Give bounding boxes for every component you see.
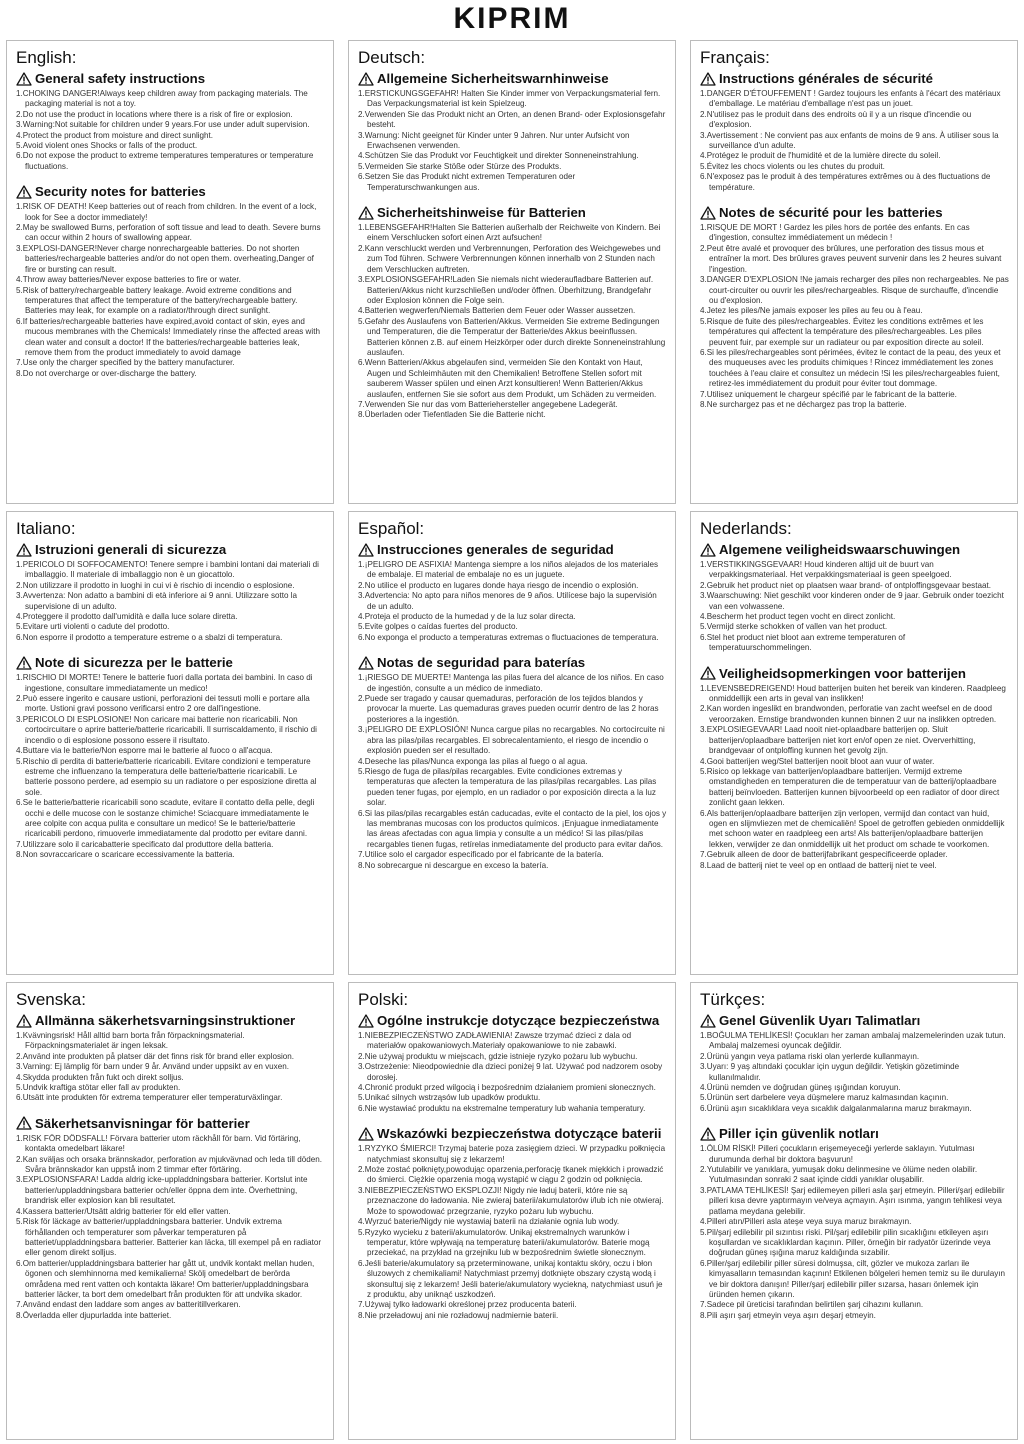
language-panel (6, 40, 334, 504)
instruction-item: 3.Avvertenza: Non adatto a bambini di età inferiore ai 9 anni. Utilizzare sotto la supervisione di un adulto. (16, 591, 298, 611)
instruction-item: 3.NIEBEZPIECZEŃSTWO EKSPLOZJI! Nigdy nie ładuj baterii, które nie są przeznaczone do ładowania. Nie zwieraj baterii/akumulatorów i/lub ich nie otwieraj. Może to spowodować przegrzanie, ryzyko pożaru lub wybuchu. (358, 1185, 664, 1216)
instruction-item: 6.No exponga el producto a temperaturas extremas o fluctuaciones de temperatura. (358, 632, 659, 642)
instruction-item: 3.EXPLOSIONSFARA! Ladda aldrig icke-uppladdningsbara batterier. Kortslut inte batterier/uppladdningsbara batterier och/eller öppna dem inte. Överhettning, brandrisk eller explosion kan bli resultatet. (16, 1175, 308, 1206)
instruction-item: 7.Utilisez uniquement le chargeur spécifié par le fabricant de la batterie. (700, 389, 957, 399)
battery-safety-title: Sicherheitshinweise für Batterien (377, 205, 586, 221)
instruction-item: 2.Använd inte produkten på platser där det finns risk för brand eller explosion. (16, 1051, 295, 1061)
instruction-item: 6.Si las pilas/pilas recargables están caducadas, evite el contacto de la piel, los ojos y las membranas mucosas con los productos químicos. ¡Enjuague inmediatamente las áreas afectadas con agua limpia y consulte a un médico! Si las pilas/pilas recargables tienen fugas, retírelas inmediatamente del producto para evitar daños. (358, 808, 667, 849)
instruction-item: 2.Verwenden Sie das Produkt nicht an Orten, an denen Brand- oder Explosionsgefahr besteht. (358, 109, 666, 130)
instruction-item: 2.Non utilizzare il prodotto in luoghi in cui vi è rischio di incendio o esplosione. (16, 580, 295, 590)
warning-triangle-icon (700, 543, 716, 557)
language-heading: Polski: (358, 990, 409, 1009)
general-safety-heading (16, 71, 325, 86)
instruction-item: 5.Evitare urti violenti o cadute del prodotto. (16, 622, 170, 632)
warning-triangle-icon (16, 1014, 32, 1028)
instruction-item: 1.RISK FÖR DÖDSFALL! Förvara batterier utom räckhåll för barn. Vid förtäring, kontakta omedelbart läkare! (16, 1133, 301, 1154)
instruction-item: 6.N'exposez pas le produit à des températures extrêmes ou à des fluctuations de température. (700, 172, 991, 192)
instruction-item: 4.Pilleri atın/Pilleri asla ateşe veya suya maruz bırakmayın. (700, 1217, 912, 1227)
warning-triangle-icon (700, 206, 716, 220)
instruction-item: 7.Verwenden Sie nur das vom Batteriehersteller angegebene Ladegerät. (358, 399, 618, 409)
instruction-item: 1.¡RIESGO DE MUERTE! Mantenga las pilas fuera del alcance de los niños. En caso de ingestión, consulte a un médico de inmediato. (358, 673, 664, 693)
general-safety-heading (358, 542, 667, 557)
general-safety-title: Algemene veiligheidswaarschuwingen (719, 542, 961, 557)
battery-safety-title: Piller için güvenlik notları (719, 1126, 879, 1142)
battery-safety-title: Wskazówki bezpieczeństwa dotyczące baterii (377, 1126, 662, 1142)
warning-triangle-icon (700, 666, 716, 680)
instruction-item: 1.RISCHIO DI MORTE! Tenere le batterie fuori dalla portata dei bambini. In caso di ingestione, consultare immediatamente un medico! (16, 673, 313, 693)
battery-safety-list (16, 202, 325, 379)
instruction-item: 7.Utilice solo el cargador especificado por el fabricante de la batería. (358, 850, 604, 860)
warning-triangle-icon (16, 1116, 32, 1130)
instruction-item: 8.Do not overcharge or over-discharge the battery. (16, 368, 197, 378)
general-safety-title: Instructions générales de sécurité (719, 71, 934, 86)
instruction-item: 5.Pil/şarj edilebilir pil sızıntısı riski. Pil/şarj edilebilir pilin sıcaklığını etkileyen aşırı koşullardan ve sıcaklıklardan kaçının. Piller, örneğin bir radyatör üzerinde veya doğrudan güneş ışığına maruz kaldığında sızabilir. (700, 1227, 991, 1258)
general-safety-heading (700, 542, 1009, 557)
instruction-item: 3.¡PELIGRO DE EXPLOSIÓN! Nunca cargue pilas no recargables. No cortocircuite ni abra las pilas/pilas recargables. El sobrecalentamiento, el riesgo de incendio o explosión pueden ser el resultado. (358, 725, 665, 756)
instruction-item: 1.¡PELIGRO DE ASFIXIA! Mantenga siempre a los niños alejados de los materiales de embalaje. El material de embalaje no es un juguete. (358, 560, 659, 580)
language-heading: Nederlands: (700, 519, 792, 538)
instruction-item: 4.Batterien wegwerfen/Niemals Batterien dem Feuer oder Wasser aussetzen. (358, 306, 636, 316)
instruction-item: 5.Risico op lekkage van batterijen/oplaadbare batterijen. Vermijd extreme omstandigheden en temperaturen die de temperatuur van de batterij/oplaadbare batterij beïnvloeden. Batterijen kunnen bijvoorbeeld op een radiator of door direct zonlicht gaan lekken. (700, 766, 1000, 808)
language-heading: Español: (358, 519, 425, 538)
battery-safety-title: Veiligheidsopmerkingen voor batterijen (719, 665, 966, 681)
instruction-item: 1.LEBENSGEFAHR!Halten Sie Batterien außerhalb der Reichweite von Kindern. Bei einem Verschlucken sofort einen Arzt aufsuchen! (358, 223, 661, 243)
general-safety-title: Allmänna säkerhetsvarningsinstruktioner (35, 1013, 296, 1028)
battery-safety-title: Säkerhetsanvisningar för batterier (35, 1115, 250, 1131)
instruction-item: 5.Risk of battery/rechargeable battery leakage. Avoid extreme conditions and temperatures that affect the temperature of the battery/rechargeable battery. Batteries may leak, for example on a radiator/through direct sunlight. (16, 285, 298, 316)
instruction-item: 1.ÖLÜM RİSKİ! Pilleri çocukların erişemeyeceği yerlerde saklayın. Yutulması durumunda derhal bir doktora başvurun! (700, 1144, 975, 1164)
battery-safety-list (358, 1144, 667, 1321)
instruction-item: 1.RISK OF DEATH! Keep batteries out of reach from children. In the event of a lock, look for See a doctor immediately! (16, 202, 317, 222)
instruction-item: 2.Ürünü yangın veya patlama riski olan yerlerde kullanmayın. (700, 1051, 920, 1061)
battery-safety-title: Notas de seguridad para baterías (377, 655, 586, 671)
instruction-item: 4.Skydda produkten från fukt och direkt solljus. (16, 1072, 184, 1082)
warning-triangle-icon (16, 656, 32, 670)
warning-triangle-icon (16, 543, 32, 557)
battery-safety-heading (16, 184, 325, 199)
instruction-item: 5.Evite golpes o caídas fuertes del producto. (358, 622, 518, 632)
language-panel (690, 511, 1018, 975)
instruction-item: 2.May be swallowed Burns, perforation of soft tissue and lead to death. Severe burns can occur within 2 hours of swallowing appear. (16, 223, 321, 243)
instruction-item: 6.Do not expose the product to extreme temperatures temperatures or temperature fluctuations. (16, 151, 314, 171)
battery-safety-list (16, 673, 325, 860)
warning-triangle-icon (700, 72, 716, 86)
instruction-item: 5.Évitez les chocs violents ou les chutes du produit. (700, 161, 885, 171)
instruction-item: 8.Non sovraccaricare o scaricare eccessivamente la batteria. (16, 850, 235, 860)
instruction-item: 5.Risque de fuite des piles/rechargeables. Évitez les conditions extrêmes et les températures qui affectent la température des piles/rechargeables. Les piles peuvent fuir, par exemple sur un radiateur ou par exposition directe au soleil. (700, 316, 984, 347)
instruction-item: 2.Nie używaj produktu w miejscach, gdzie istnieje ryzyko pożaru lub wybuchu. (358, 1051, 638, 1061)
general-safety-list (16, 1031, 325, 1104)
instruction-item: 5.Ürünün sert darbelere veya düşmelere maruz kalmasından kaçının. (700, 1093, 949, 1103)
general-safety-list (700, 89, 1009, 193)
battery-safety-title: Security notes for batteries (35, 184, 206, 200)
instruction-item: 2.Può essere ingerito e causare ustioni, perforazioni dei tessuti molli e portare alla morte. Ustioni gravi possono verificarsi entro 2 ore dall'ingestione. (16, 694, 310, 714)
instruction-item: 4.Schützen Sie das Produkt vor Feuchtigkeit und direkter Sonneneinstrahlung. (358, 151, 639, 161)
general-safety-heading (16, 542, 325, 557)
instruction-item: 1.RYZYKO ŚMIERCI! Trzymaj baterie poza zasięgiem dzieci. W przypadku połknięcia natychmiast skonsultuj się z lekarzem! (358, 1144, 666, 1164)
instruction-item: 1.BOĞULMA TEHLİKESİ! Çocukları her zaman ambalaj malzemelerinden uzak tutun. Ambalaj malzemesi oyuncak değildir. (700, 1031, 1006, 1051)
instruction-item: 7.Utilizzare solo il caricabatterie specificato dal produttore della batteria. (16, 839, 274, 849)
general-safety-heading (700, 1013, 1009, 1028)
instruction-item: 5.Unikać silnych wstrząsów lub upadków produktu. (358, 1093, 541, 1103)
battery-safety-heading (700, 1126, 1009, 1141)
warning-triangle-icon (358, 72, 374, 86)
warning-triangle-icon (16, 185, 32, 199)
instruction-item: 4.Throw away batteries/Never expose batteries to fire or water. (16, 275, 241, 285)
instruction-item: 8.Ne surchargez pas et ne déchargez pas trop la batterie. (700, 399, 907, 409)
language-panel (348, 511, 676, 975)
instruction-item: 6.Setzen Sie das Produkt nicht extremen Temperaturen oder Temperaturschwankungen aus. (358, 172, 576, 192)
battery-safety-heading (358, 655, 667, 670)
language-panel (348, 40, 676, 504)
general-safety-list (358, 560, 667, 643)
battery-safety-title: Note di sicurezza per le batterie (35, 655, 233, 671)
general-safety-title: General safety instructions (35, 71, 206, 86)
instruction-item: 4.Bescherm het product tegen vocht en direct zonlicht. (700, 612, 896, 622)
instruction-item: 4.Kassera batterier/Utsätt aldrig batterier för eld eller vatten. (16, 1206, 231, 1216)
warning-triangle-icon (358, 1127, 374, 1141)
instruction-item: 1.Kvävningsrisk! Håll alltid barn borta från förpackningsmaterial. Förpackningsmaterialet är ingen leksak. (16, 1031, 245, 1051)
warning-triangle-icon (700, 1014, 716, 1028)
instruction-item: 8.Laad de batterij niet te veel op en ontlaad de batterij niet te veel. (700, 860, 937, 870)
instruction-item: 5.Rischio di perdita di batterie/batterie ricaricabili. Evitare condizioni e temperature estreme che influenzano la temperatura delle batterie/batterie ricaricabili. Le batterie possono perdere, ad esempio su un radiatore o per esposizione diretta al sole. (16, 756, 317, 797)
instruction-item: 6.If batteries/rechargeable batteries have expired,avoid contact of skin, eyes and mucous membranes with the Chemicals! Immediately rinse the affected areas with clean water and consult a doctor! If the batteries/rechargeable batteries leak, remove them from the product immediately to avoid damage (16, 316, 320, 357)
language-heading: Deutsch: (358, 48, 426, 67)
battery-safety-heading (16, 1116, 325, 1131)
instruction-item: 5.Riesgo de fuga de pilas/pilas recargables. Evite condiciones extremas y temperaturas que afecten la temperatura de las pilas/pilas recargables. Las pilas pueden tener fugas, por ejemplo, en un radiador o por exposición directa a la luz solar. (358, 766, 657, 808)
instruction-item: 6.Se le batterie/batterie ricaricabili sono scadute, evitare il contatto della pelle, degli occhi e delle mucose con le sostanze chimiche! Sciacquare immediatamente le aree colpite con acqua pulita e consultare un medico! Se le batterie/batterie ricaricabili perdono, rimuoverle immediatamente dal prodotto per evitare danni. (16, 798, 315, 839)
instruction-item: 4.Chronić produkt przed wilgocią i bezpośrednim działaniem promieni słonecznych. (358, 1083, 656, 1093)
general-safety-heading (700, 71, 1009, 86)
instruction-item: 2.Puede ser tragado y causar quemaduras, perforación de los tejidos blandos y provocar la muerte. Las quemaduras graves pueden ocurrir dentro de las 2 horas posteriores a la ingestión. (358, 694, 659, 724)
instruction-item: 7.Use only the charger specified by the battery manufacturer. (16, 358, 235, 368)
warning-triangle-icon (358, 543, 374, 557)
instruction-item: 7.Sadece pil üreticisi tarafından belirtilen şarj cihazını kullanın. (700, 1300, 924, 1310)
instruction-item: 2.No utilice el producto en lugares donde haya riesgo de incendio o explosión. (358, 580, 639, 590)
warning-triangle-icon (358, 656, 374, 670)
battery-safety-list (700, 223, 1009, 410)
battery-safety-heading (358, 205, 667, 220)
instruction-item: 3.EXPLOSIEGEVAAR! Laad nooit niet-oplaadbare batterijen op. Sluit batterijen/oplaadbare batterijen niet kort en/of open ze niet. Oververhitting, brandgevaar of ontploffing kunnen het gevolg zijn. (700, 725, 976, 756)
instruction-item: 4.Proteja el producto de la humedad y de la luz solar directa. (358, 612, 576, 622)
battery-safety-heading (16, 655, 325, 670)
instruction-item: 8.No sobrecargue ni descargue en exceso la batería. (358, 860, 549, 870)
language-heading: Italiano: (16, 519, 76, 538)
instruction-item: 5.Ryzyko wycieku z baterii/akumulatorów. Unikaj ekstremalnych warunków i temperatur, które wpływają na temperaturę baterii/akumulatorów. Baterie mogą przeciekać, na przykład na grzejniku lub w bezpośrednim świetle słonecznym. (358, 1227, 650, 1258)
general-safety-list (16, 560, 325, 643)
general-safety-list (358, 89, 667, 193)
instruction-item: 2.Kan worden ingeslikt en brandwonden, perforatie van zacht weefsel en de dood veroorzaken. Ernstige brandwonden kunnen binnen 2 uur na inslikken optreden. (700, 704, 997, 724)
battery-safety-heading (700, 205, 1009, 220)
battery-safety-list (700, 684, 1009, 871)
instruction-item: 3.EXPLOSI-DANGER!Never charge nonrechargeable batteries. Do not shorten batteries/rechargeable batteries and/or do not open them. overheating,Danger of fire or bursting can result. (16, 243, 314, 274)
instruction-item: 6.Stel het product niet bloot aan extreme temperaturen of temperatuurschommelingen. (700, 632, 906, 653)
general-safety-list (700, 1031, 1009, 1114)
instruction-item: 6.Nie wystawiać produktu na ekstremalne temperatury lub wahania temperatury. (358, 1103, 646, 1113)
instruction-item: 1.ERSTICKUNGSGEFAHR! Halten Sie Kinder immer von Verpackungsmaterial fern. Das Verpackungsmaterial ist kein Spielzeug. (358, 89, 661, 109)
general-safety-heading (16, 1013, 325, 1028)
language-heading: Svenska: (16, 990, 86, 1009)
instruction-item: 4.Wyrzuć baterie/Nigdy nie wystawiaj baterii na działanie ognia lub wody. (358, 1217, 620, 1227)
general-safety-heading (358, 1013, 667, 1028)
warning-triangle-icon (358, 206, 374, 220)
instruction-item: 2.Kan sväljas och orsaka brännskador, perforation av mjukvävnad och leda till döden. Svåra brännskador kan uppstå inom 2 timmar efter förtäring. (16, 1154, 322, 1175)
language-heading: English: (16, 48, 77, 67)
general-safety-title: Allgemeine Sicherheitswarnhinweise (377, 71, 609, 86)
general-safety-list (16, 89, 325, 172)
instruction-item: 4.Deseche las pilas/Nunca exponga las pilas al fuego o al agua. (358, 756, 588, 766)
instruction-item: 6.Utsätt inte produkten för extrema temperaturer eller temperaturväxlingar. (16, 1093, 283, 1103)
instruction-item: 3.Ostrzeżenie: Nieodpowiednie dla dzieci poniżej 9 lat. Używać pod nadzorem osoby dorosłej. (358, 1062, 663, 1082)
language-panel (6, 511, 334, 975)
general-safety-list (358, 1031, 667, 1114)
instruction-item: 1.LEVENSBEDREIGEND! Houd batterijen buiten het bereik van kinderen. Raadpleeg onmiddellijk een arts in geval van inslikken! (700, 683, 1006, 704)
instruction-item: 5.Gefahr des Auslaufens von Batterien/Akkus. Vermeiden Sie extreme Bedingungen und Temperaturen, die die Temperatur der Batterie/des Akkus beeinflussen. Batterien können z.B. auf einem Heizkörper oder durch direkte Sonneneinstrahlung auslaufen. (358, 316, 666, 357)
instruction-item: 2.Może zostać połknięty,powodując oparzenia,perforację tkanek miękkich i prowadzić do śmierci. Ciężkie oparzenia mogą wystąpić w ciągu 2 godzin od połknięcia. (358, 1165, 664, 1185)
instruction-item: 3.PATLAMA TEHLİKESİ! Şarj edilemeyen pilleri asla şarj etmeyin. Pilleri/şarj edilebilir pilleri kısa devre yaptırmayın ve/veya açmayın. Aşırı ısınma, yangın tehlikesi veya patlama meydana gelebilir. (700, 1185, 1005, 1216)
instruction-item: 3.Avertissement : Ne convient pas aux enfants de moins de 9 ans. À utiliser sous la surveillance d'un adulte. (700, 130, 999, 151)
instruction-item: 5.Avoid violent ones Shocks or falls of the product. (16, 141, 198, 151)
battery-safety-list (358, 223, 667, 421)
instruction-item: 3.Warnung: Nicht geeignet für Kinder unter 9 Jahren. Nur unter Aufsicht von Erwachsenen verwenden. (358, 130, 630, 151)
instruction-item: 3.EXPLOSIONSGEFAHR!Laden Sie niemals nicht wiederaufladbare Batterien auf. Batterien/Akkus nicht kurzschließen und/oder öffnen. Überhitzung, Brandgefahr oder Explosion können die Folge sein. (358, 275, 654, 305)
instruction-item: 5.Vermeiden Sie starke Stöße oder Stürze des Produkts. (358, 161, 562, 171)
instruction-item: 4.Buttare via le batterie/Non esporre mai le batterie al fuoco o all'acqua. (16, 746, 273, 756)
battery-safety-heading (700, 666, 1009, 681)
battery-safety-list (16, 1134, 325, 1321)
general-safety-title: Istruzioni generali di sicurezza (35, 542, 227, 557)
general-safety-title: Ogólne instrukcje dotyczące bezpieczeństwa (377, 1013, 660, 1028)
instruction-item: 4.Gooi batterijen weg/Stel batterijen nooit bloot aan vuur of water. (700, 756, 935, 766)
battery-safety-title: Notes de sécurité pour les batteries (719, 205, 943, 221)
language-panel (690, 40, 1018, 504)
instruction-item: 3.Uyarı: 9 yaş altındaki çocuklar için uygun değildir. Yetişkin gözetiminde kullanılmalıdır. (700, 1062, 960, 1082)
instruction-item: 5.Vermijd sterke schokken of vallen van het product. (700, 622, 888, 632)
instruction-item: 4.Jetez les piles/Ne jamais exposer les piles au feu ou à l'eau. (700, 306, 923, 316)
instruction-item: 6.Om batterier/uppladdningsbara batterier har gått ut, undvik kontakt mellan huden, ögonen och slemhinnorna med kemikalierna! Skölj omedelbart de berörda områdena med rent vatten och kontakta läkare! Om batterier/uppladdningsbara batterier läcker, ta bort dem omedelbart från produkten för att undvika skador. (16, 1258, 315, 1299)
instruction-item: 3.PERICOLO DI ESPLOSIONE! Non caricare mai batterie non ricaricabili. Non cortocircuitare o aprire batterie/batterie ricaricabili. Il surriscaldamento, il rischio di incendio o di esplosione possono essere il risultato. (16, 714, 317, 745)
instruction-item: 6.Als batterijen/oplaadbare batterijen zijn verlopen, vermijd dan contact van huid, ogen en slijmvliezen met de chemicaliën! Spoel de getroffen gebieden onmiddellijk met schoon water en raadpleeg een arts! Als batterijen/oplaadbare batterijen lekken, verwijder ze dan onmiddellijk uit het product om schade te voorkomen. (700, 808, 1005, 849)
language-panel (690, 982, 1018, 1440)
instruction-item: 8.Nie przeładowuj ani nie rozładowuj nadmiernie baterii. (358, 1310, 559, 1320)
instruction-item: 6.Wenn Batterien/Akkus abgelaufen sind, vermeiden Sie den Kontakt von Haut, Augen und Schleimhäuten mit den Chemikalien! Betroffene Stellen sofort mit sauberem Wasser spülen und einen Arzt konsultieren! Wenn Batterien/Akkus auslaufen, entfernen Sie sie sofort aus dem Produkt, um Schäden zu vermeiden. (358, 358, 657, 399)
language-panel (6, 982, 334, 1440)
instruction-item: 6.Si les piles/rechargeables sont périmées, évitez le contact de la peau, des yeux et des muqueuses avec les produits chimiques ! Rincez immédiatement les zones touchées à l'eau claire et consultez un médecin !Si les piles/rechargeables fuient, retirez-les immédiatement du produit pour éviter tout dommage. (700, 347, 1001, 389)
instruction-item: 2.Gebruik het product niet op plaatsen waar brand- of ontploffingsgevaar bestaat. (700, 580, 991, 590)
general-safety-title: Instrucciones generales de seguridad (377, 542, 614, 557)
instruction-item: 3.Warning:Not suitable for children under 9 years.For use under adult supervision. (16, 120, 310, 130)
instruction-item: 1.PERICOLO DI SOFFOCAMENTO! Tenere sempre i bambini lontani dai materiali di imballaggio. Il materiale di imballaggio non è un giocattolo. (16, 560, 319, 580)
instruction-item: 1.NIEBEZPIECZEŃSTWO ZADŁAWIENIA! Zawsze trzymać dzieci z dala od materiałów opakowaniowych.Materiały opakowaniowe to nie zabawki. (358, 1031, 632, 1051)
general-safety-list (700, 560, 1009, 654)
instruction-item: 4.Protégez le produit de l'humidité et de la lumière directe du soleil. (700, 151, 941, 161)
language-heading: Türkçes: (700, 990, 766, 1009)
instruction-item: 7.Använd endast den laddare som anges av batteritillverkaren. (16, 1300, 241, 1310)
instruction-item: 3.DANGER D'EXPLOSION !Ne jamais recharger des piles non rechargeables. Ne pas court-circuiter ou ouvrir les piles/rechargeables. Risque de surchauffe, d'incendie ou d'explosion. (700, 275, 1009, 305)
instruction-item: 4.Protect the product from moisture and direct sunlight. (16, 130, 214, 140)
instruction-item: 2.Kann verschluckt werden und Verbrennungen, Perforation des Weichgewebes und zum Tod führen. Schwere Verbrennungen können innerhalb von 2 Stunden nach dem Verschlucken auftreten. (358, 243, 661, 274)
instruction-item: 1.CHOKING DANGER!Always keep children away from packaging materials. The packaging material is not a toy. (16, 89, 308, 109)
instruction-item: 2.Peut être avalé et provoquer des brûlures, une perforation des tissus mous et entraîner la mort. Des brûlures graves peuvent survenir dans les 2 heures suivant l'ingestion. (700, 243, 1002, 274)
general-safety-title: Genel Güvenlik Uyarı Talimatları (719, 1013, 921, 1028)
battery-safety-list (358, 673, 667, 871)
brand-logo: KIPRIM (453, 2, 571, 35)
instruction-item: 5.Undvik kraftiga stötar eller fall av produkten. (16, 1083, 181, 1093)
instruction-item: 5.Risk för läckage av batterier/uppladdningsbara batterier. Undvik extrema förhållanden och temperaturer som påverkar temperaturen på batteriet/uppladdningsbara batterier. Batterier kan läcka, till exempel på en radiator eller genom direkt solljus. (16, 1217, 322, 1258)
instruction-item: 3.Waarschuwing: Niet geschikt voor kinderen onder de 9 jaar. Gebruik onder toezicht van een volwassene. (700, 591, 1004, 611)
instruction-item: 8.Pili aşırı şarj etmeyin veya aşırı deşarj etmeyin. (700, 1310, 876, 1320)
language-heading: Français: (700, 48, 770, 67)
warning-triangle-icon (700, 1127, 716, 1141)
language-panel (348, 982, 676, 1440)
instruction-item: 8.Überladen oder Tiefentladen Sie die Batterie nicht. (358, 410, 546, 420)
warning-triangle-icon (16, 72, 32, 86)
instruction-item: 2.Do not use the product in locations where there is a risk of fire or explosion. (16, 109, 293, 119)
instruction-item: 7.Gebruik alleen de door de batterijfabrikant gespecificeerde oplader. (700, 850, 948, 860)
instruction-item: 8.Överladda eller djupurladda inte batteriet. (16, 1310, 172, 1320)
general-safety-heading (358, 71, 667, 86)
instruction-item: 4.Ürünü nemden ve doğrudan güneş ışığından koruyun. (700, 1083, 901, 1093)
instruction-item: 6.Ürünü aşırı sıcaklıklara veya sıcaklık dalgalanmalarına maruz bırakmayın. (700, 1103, 972, 1113)
instruction-item: 1.DANGER D'ÉTOUFFEMENT ! Gardez toujours les enfants à l'écart des matériaux d'emballage. Le matériau d'emballage n'est pas un jouet. (700, 89, 1001, 109)
instruction-item: 3.Varning: Ej lämplig för barn under 9 år. Använd under uppsikt av en vuxen. (16, 1062, 289, 1072)
instruction-item: 1.RISQUE DE MORT ! Gardez les piles hors de portée des enfants. En cas d'ingestion, consultez immédiatement un médecin ! (700, 223, 970, 243)
instruction-item: 3.Advertencia: No apto para niños menores de 9 años. Utilícese bajo la supervisión de un adulto. (358, 591, 657, 611)
battery-safety-heading (358, 1126, 667, 1141)
battery-safety-list (700, 1144, 1009, 1321)
instruction-item: 2.Yutulabilir ve yanıklara, yumuşak doku delinmesine ve ölüme neden olabilir. Yutulmasından sonraki 2 saat içinde ciddi yanıklar oluşabilir. (700, 1165, 978, 1185)
warning-triangle-icon (358, 1014, 374, 1028)
instruction-item: 2.N'utilisez pas le produit dans des endroits où il y a un risque d'incendie ou d'explosion. (700, 109, 972, 130)
instruction-item: 7.Używaj tylko ładowarki określonej przez producenta baterii. (358, 1300, 577, 1310)
instruction-item: 6.Non esporre il prodotto a temperature estreme o a sbalzi di temperatura. (16, 632, 283, 642)
instruction-item: 4.Proteggere il prodotto dall'umidità e dalla luce solare diretta. (16, 612, 238, 622)
instruction-item: 6.Jeśli baterie/akumulatory są przeterminowane, unikaj kontaktu skóry, oczu i błon śluzowych z chemikaliami! Natychmiast przemyj dotknięte obszary czystą wodą i skonsultuj się z lekarzem! Jeśli baterie/akumulatory wyciekną, natychmiast usuń je z produktu, aby uniknąć uszkodzeń. (358, 1258, 663, 1299)
instruction-item: 1.VERSTIKKINGSGEVAAR! Houd kinderen altijd uit de buurt van verpakkingsmateriaal. Het verpakkingsmateriaal is geen speelgoed. (700, 560, 952, 580)
instruction-item: 6.Piller/şarj edilebilir piller süresi dolmuşsa, cilt, gözler ve mukoza zarları ile kimyasalların temasından kaçının! Etkilenen bölgeleri hemen temiz su ile durulayın ve bir doktora danışın! Piller/şarj edilebilir piller sızarsa, hasarı önlemek için üründen hemen çıkarın. (700, 1258, 1006, 1299)
